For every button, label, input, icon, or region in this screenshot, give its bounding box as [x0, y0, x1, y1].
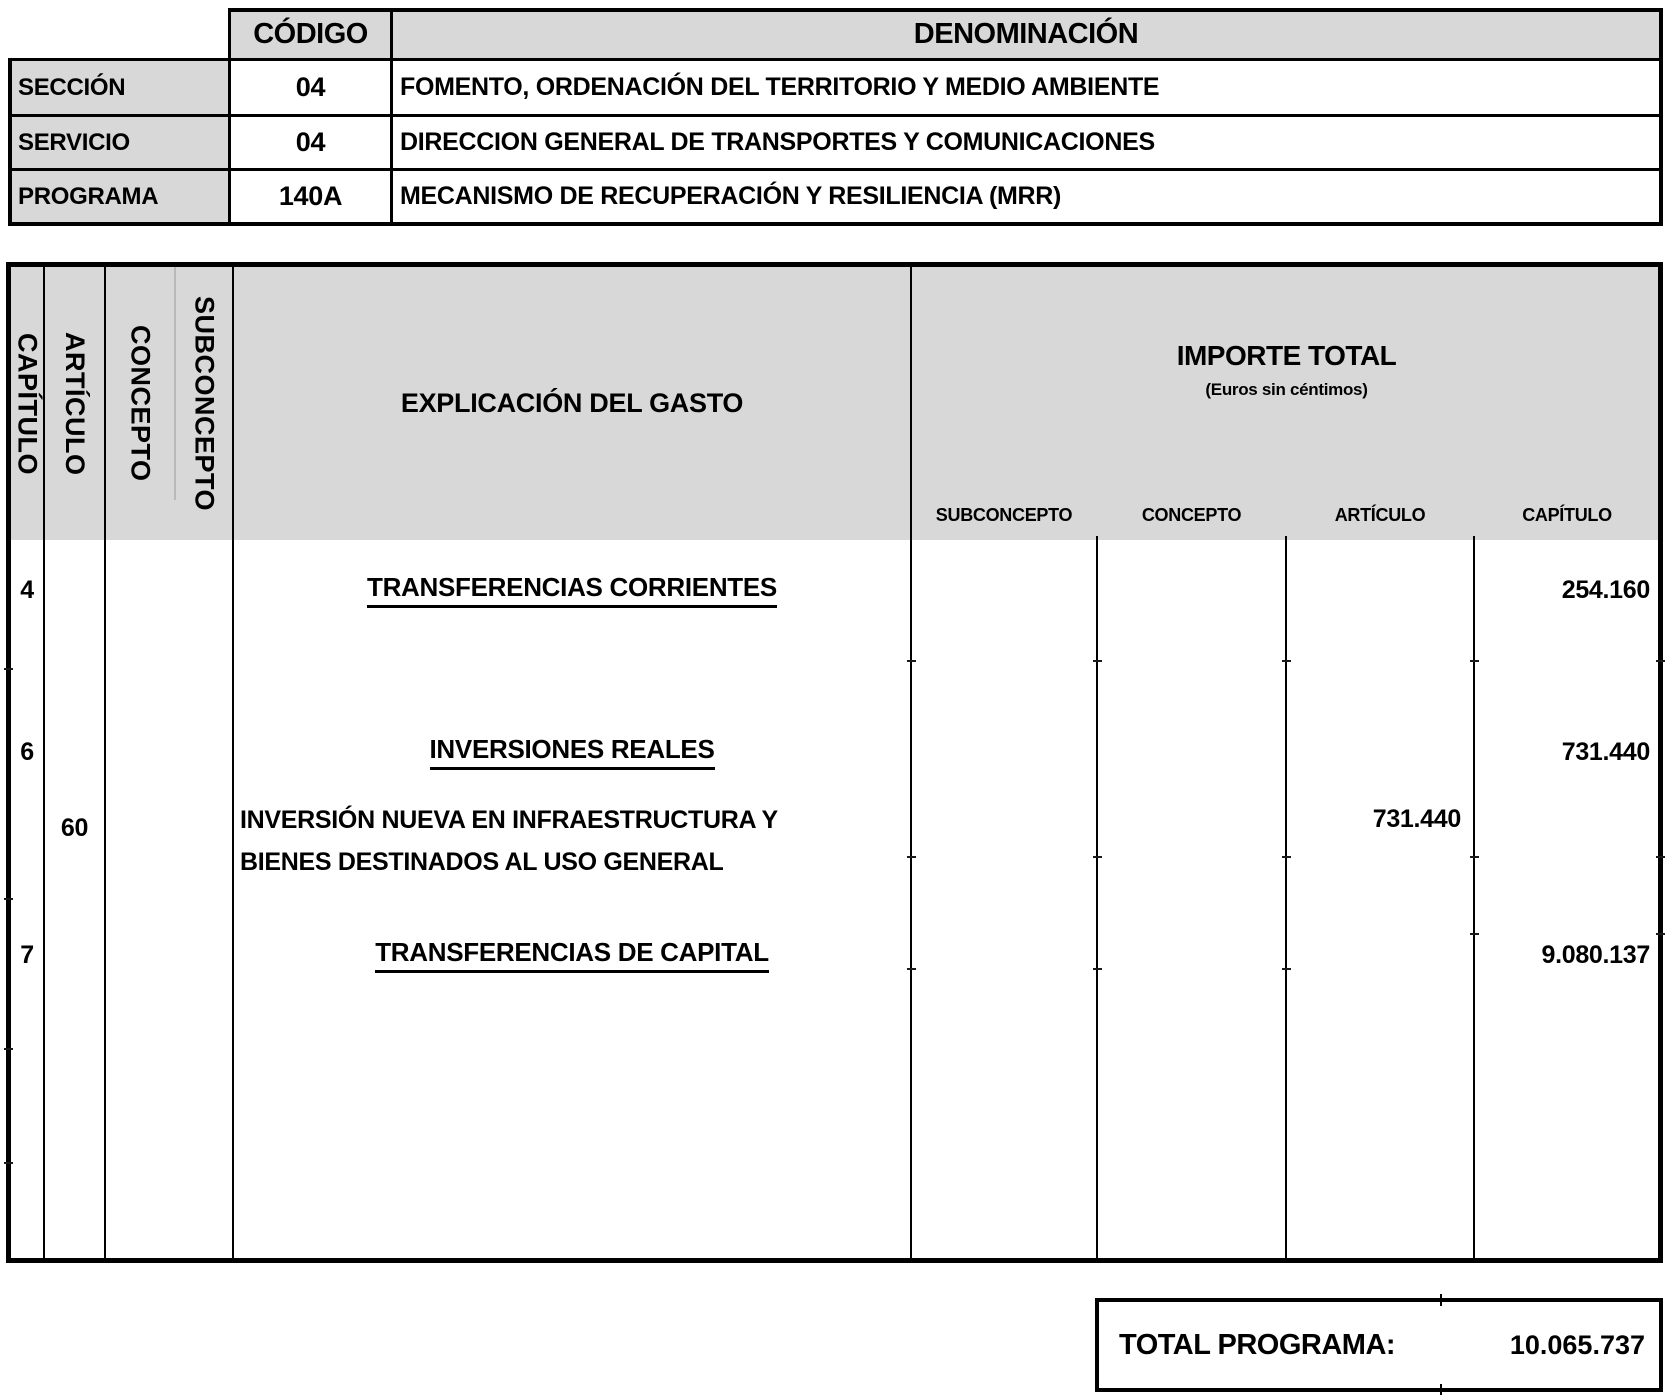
articulo-level-header-text: ARTÍCULO: [60, 331, 90, 476]
total-programa-value: 10.065.737: [1509, 1329, 1645, 1360]
row-capitulo-code: 6: [20, 737, 34, 766]
grid-tick: [1440, 1384, 1442, 1395]
concepto-level-header-text: CONCEPTO: [125, 325, 156, 482]
row-explicacion-text: INVERSIONES REALES: [430, 734, 715, 770]
table-border-bottom: [6, 1258, 1663, 1263]
grid-tick: [1470, 660, 1479, 662]
grid-tick: [4, 1162, 13, 1164]
articulo-level-header: [45, 267, 104, 540]
programa-denominacion: MECANISMO DE RECUPERACIÓN Y RESILIENCIA (MRR): [400, 182, 1062, 210]
capitulo-level-header: [11, 267, 43, 540]
grid-tick: [1282, 968, 1291, 970]
grid-line: [8, 222, 1663, 226]
grid-tick: [1093, 968, 1102, 970]
amount-col-capitulo-label: CAPÍTULO: [1522, 504, 1612, 525]
grid-line: [1473, 536, 1475, 1258]
grid-tick: [1470, 856, 1479, 858]
row-explicacion: [234, 730, 910, 774]
row-importe-capitulo: 731.440: [1561, 737, 1650, 766]
grid-line: [1659, 8, 1663, 226]
servicio-row-label: SERVICIO: [18, 128, 130, 156]
row-explicacion: [234, 568, 910, 612]
row-articulo-code: 60: [60, 813, 89, 842]
row-explicacion-text: TRANSFERENCIAS DE CAPITAL: [375, 937, 769, 973]
row-explicacion: [234, 933, 910, 977]
grid-tick: [1282, 856, 1291, 858]
programa-row-label: PROGRAMA: [18, 182, 159, 210]
explicacion-header: EXPLICACIÓN DEL GASTO: [400, 388, 744, 418]
total-programa-box: [1095, 1298, 1663, 1392]
servicio-denominacion: DIRECCION GENERAL DE TRANSPORTES Y COMUNICACIONES: [400, 128, 1155, 156]
subconcepto-level-header: [176, 267, 232, 540]
grid-line: [1285, 536, 1287, 1258]
capitulo-level-header-text: CAPÍTULO: [12, 332, 43, 475]
denominacion-column-header: DENOMINACIÓN: [913, 18, 1139, 50]
row-importe-capitulo: 9.080.137: [1541, 940, 1650, 969]
grid-tick: [907, 660, 916, 662]
grid-tick: [907, 856, 916, 858]
grid-tick: [1470, 933, 1479, 935]
subconcepto-level-header-text: SUBCONCEPTO: [189, 295, 220, 512]
grid-tick: [1093, 660, 1102, 662]
grid-tick: [1656, 856, 1665, 858]
importe-total-subheader: (Euros sin céntimos): [1205, 380, 1368, 399]
seccion-code: 04: [295, 72, 326, 102]
grid-line: [8, 58, 12, 226]
grid-line: [910, 267, 912, 1258]
grid-tick: [1282, 660, 1291, 662]
row-explicacion-text: TRANSFERENCIAS CORRIENTES: [367, 572, 777, 608]
amount-col-concepto-label: CONCEPTO: [1141, 504, 1242, 525]
grid-line: [1096, 536, 1098, 1258]
concepto-level-header: [106, 267, 174, 540]
programa-code: 140A: [278, 181, 343, 211]
grid-tick: [4, 668, 13, 670]
servicio-code: 04: [295, 127, 326, 157]
amount-col-subconcepto-label: SUBCONCEPTO: [935, 504, 1073, 525]
grid-tick: [4, 1048, 13, 1050]
codigo-column-header: CÓDIGO: [253, 18, 368, 50]
seccion-row-label: SECCIÓN: [18, 73, 126, 101]
grid-tick: [1656, 660, 1665, 662]
grid-tick: [1656, 933, 1665, 935]
table-border-right: [1658, 262, 1663, 1263]
importe-total-header: IMPORTE TOTAL: [1176, 340, 1397, 371]
grid-tick: [4, 898, 13, 900]
seccion-denominacion: FOMENTO, ORDENACIÓN DEL TERRITORIO Y MEDIO AMBIENTE: [400, 73, 1160, 101]
grid-tick: [1440, 1294, 1442, 1306]
row-importe-capitulo: 254.160: [1561, 575, 1650, 604]
amount-col-articulo-label: ARTÍCULO: [1334, 504, 1426, 525]
total-programa-label: TOTAL PROGRAMA:: [1119, 1328, 1396, 1361]
row-explicacion: INVERSIÓN NUEVA EN INFRAESTRUCTURA Y BIENES DESTINADOS AL USO GENERAL: [240, 806, 778, 876]
row-capitulo-code: 4: [20, 575, 34, 604]
grid-tick: [907, 968, 916, 970]
row-capitulo-code: 7: [20, 940, 34, 969]
row-importe-articulo: 731.440: [1372, 804, 1461, 833]
grid-tick: [1093, 856, 1102, 858]
